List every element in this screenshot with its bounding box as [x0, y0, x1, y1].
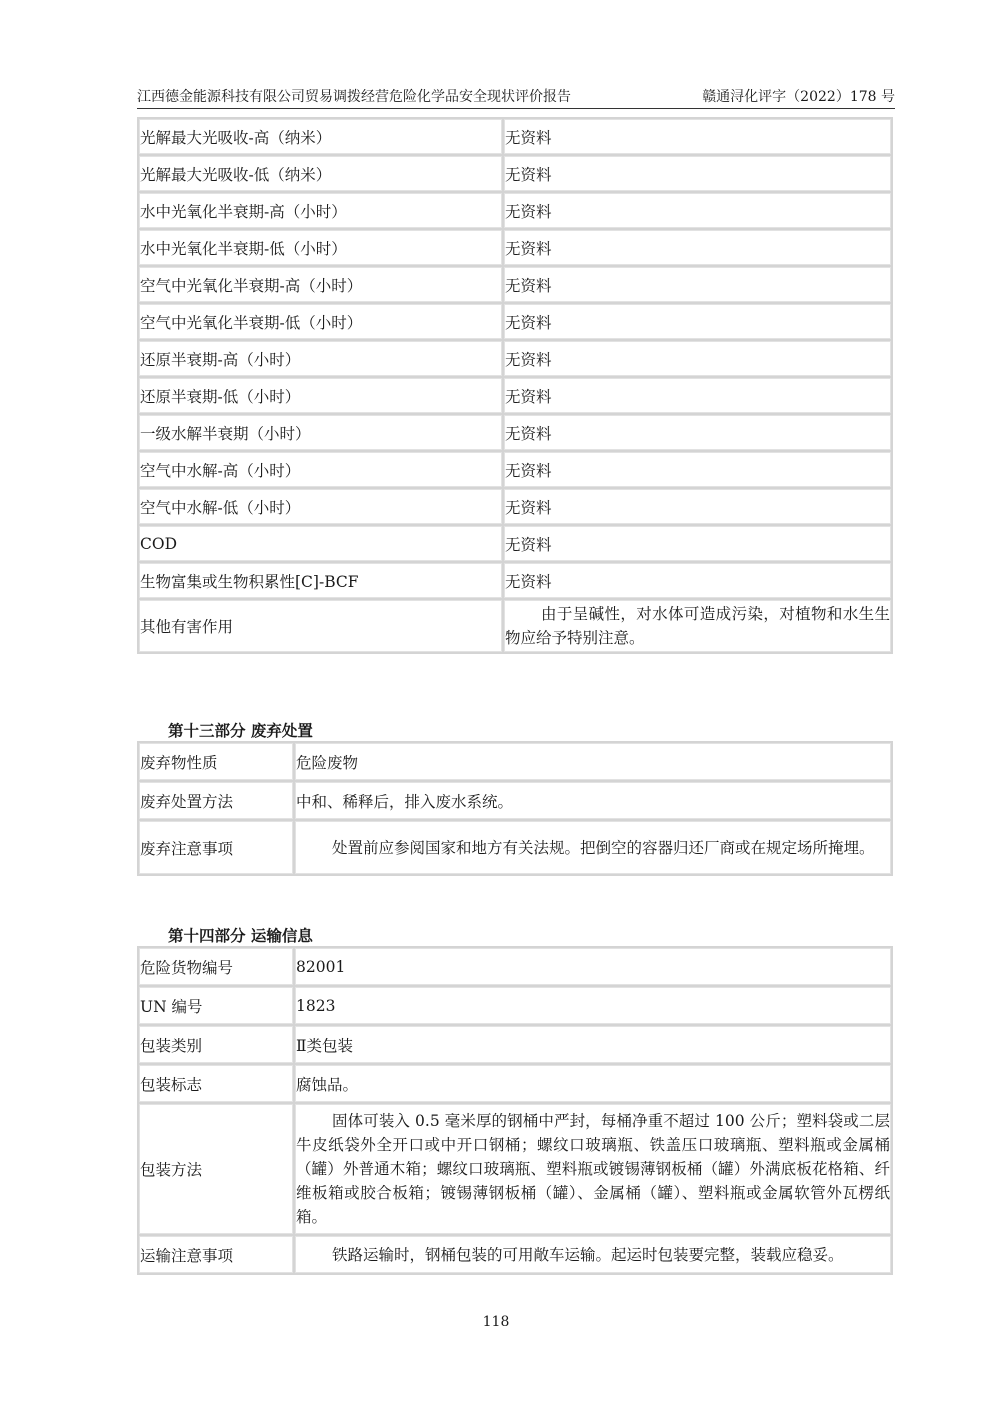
row-label: 废弃注意事项	[139, 821, 293, 874]
row-label: 空气中水解-高（小时）	[139, 452, 502, 487]
row-label: 光解最大光吸收-低（纳米）	[139, 156, 502, 191]
row-label: 其他有害作用	[139, 600, 502, 652]
row-label: 危险货物编号	[139, 948, 293, 985]
header-report-title: 江西德金能源科技有限公司贸易调拨经营危险化学品安全现状评价报告	[137, 89, 571, 105]
table-row	[139, 452, 891, 487]
table-row	[139, 1065, 891, 1102]
table-row	[139, 1236, 891, 1273]
table-row	[139, 563, 891, 598]
table-row	[139, 119, 891, 154]
row-value: Ⅱ类包装	[295, 1026, 891, 1063]
table-row	[139, 304, 891, 339]
transport-table	[137, 946, 893, 1275]
row-value: 无资料	[504, 304, 891, 339]
row-label: 还原半衰期-低（小时）	[139, 378, 502, 413]
table-row	[139, 489, 891, 524]
row-label: 还原半衰期-高（小时）	[139, 341, 502, 376]
row-value: 无资料	[504, 489, 891, 524]
table-row	[139, 821, 891, 874]
row-value: 无资料	[504, 193, 891, 228]
row-value: 中和、稀释后，排入废水系统。	[295, 782, 891, 819]
row-value: 无资料	[504, 415, 891, 450]
row-value: 82001	[295, 948, 891, 985]
row-label: 光解最大光吸收-高（纳米）	[139, 119, 502, 154]
row-value: 铁路运输时，钢桶包装的可用敞车运输。起运时包装要完整，装载应稳妥。	[295, 1236, 891, 1273]
section-13-title: 第十三部分 废弃处置	[168, 722, 313, 740]
table-row	[139, 526, 891, 561]
row-value: 无资料	[504, 230, 891, 265]
table-row	[139, 230, 891, 265]
row-label: 废弃物性质	[139, 743, 293, 780]
row-label: 水中光氧化半衰期-高（小时）	[139, 193, 502, 228]
row-label: 包装标志	[139, 1065, 293, 1102]
row-value: 无资料	[504, 378, 891, 413]
table-row	[139, 193, 891, 228]
row-value: 由于呈碱性，对水体可造成污染，对植物和水生生物应给予特别注意。	[504, 600, 891, 652]
row-label: 生物富集或生物积累性[C]-BCF	[139, 563, 502, 598]
row-value: 无资料	[504, 341, 891, 376]
table-row	[139, 782, 891, 819]
section-14-title: 第十四部分 运输信息	[168, 927, 313, 945]
row-label: COD	[139, 526, 502, 561]
table-row	[139, 987, 891, 1024]
row-label: 空气中光氧化半衰期-高（小时）	[139, 267, 502, 302]
row-value: 无资料	[504, 267, 891, 302]
row-value: 无资料	[504, 119, 891, 154]
table-row	[139, 156, 891, 191]
table-row	[139, 378, 891, 413]
disposal-table	[137, 741, 893, 876]
row-value: 危险废物	[295, 743, 891, 780]
table-row	[139, 600, 891, 652]
page-header	[137, 86, 895, 109]
table-row	[139, 267, 891, 302]
row-label: 运输注意事项	[139, 1236, 293, 1273]
row-value: 腐蚀品。	[295, 1065, 891, 1102]
table-row	[139, 1026, 891, 1063]
row-value: 1823	[295, 987, 891, 1024]
row-label: 空气中水解-低（小时）	[139, 489, 502, 524]
header-report-number: 赣通浔化评字（2022）178 号	[702, 89, 895, 105]
table-row	[139, 1104, 891, 1234]
ecology-table	[137, 117, 893, 654]
row-value: 无资料	[504, 452, 891, 487]
row-label: 包装类别	[139, 1026, 293, 1063]
row-label: 废弃处置方法	[139, 782, 293, 819]
row-label: UN 编号	[139, 987, 293, 1024]
table-row	[139, 743, 891, 780]
row-value: 无资料	[504, 156, 891, 191]
row-value: 无资料	[504, 526, 891, 561]
row-label: 水中光氧化半衰期-低（小时）	[139, 230, 502, 265]
row-value: 处置前应参阅国家和地方有关法规。把倒空的容器归还厂商或在规定场所掩埋。	[295, 821, 891, 874]
table-row	[139, 415, 891, 450]
row-label: 一级水解半衰期（小时）	[139, 415, 502, 450]
table-row	[139, 948, 891, 985]
row-label: 空气中光氧化半衰期-低（小时）	[139, 304, 502, 339]
table-row	[139, 341, 891, 376]
row-label: 包装方法	[139, 1104, 293, 1234]
row-value: 固体可装入 0.5 毫米厚的钢桶中严封，每桶净重不超过 100 公斤；塑料袋或二层牛皮纸袋外全开口或中开口钢桶；螺纹口玻璃瓶、铁盖压口玻璃瓶、塑料瓶或金属桶（罐）外普通木箱；螺纹口玻璃瓶、塑料瓶或镀锡薄钢板桶（罐）外满底板花格箱、纤维板箱或胶合板箱；镀锡薄钢板桶（罐）、金属桶（罐）、塑料瓶或金属软管外瓦楞纸箱。	[295, 1104, 891, 1234]
row-value: 无资料	[504, 563, 891, 598]
page-number: 118	[482, 1314, 510, 1330]
